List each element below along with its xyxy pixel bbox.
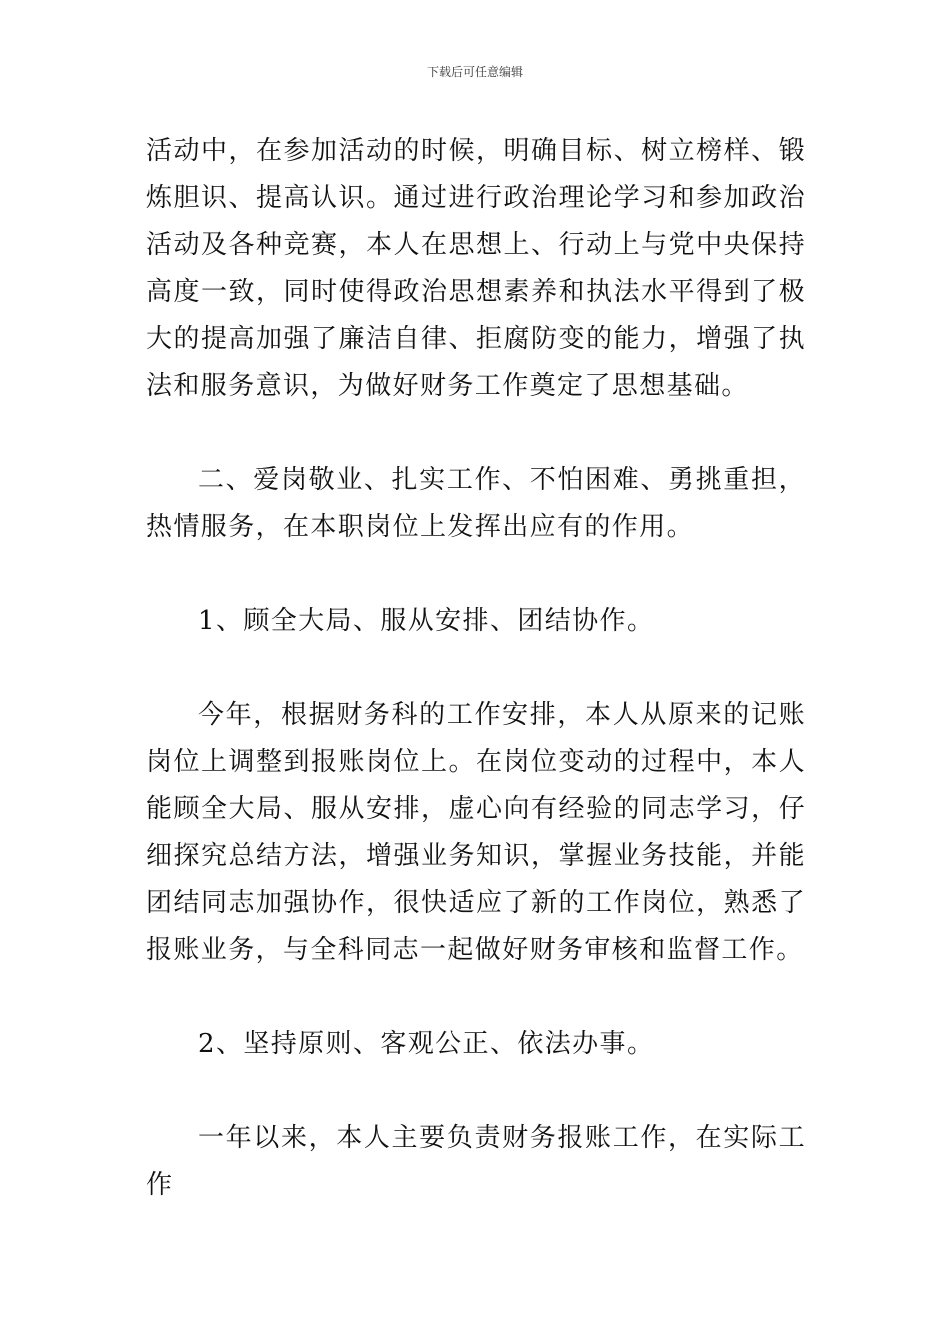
subheading-one: 1、顾全大局、服从安排、团结协作。	[198, 606, 655, 636]
section-heading-two: 二、爱岗敬业、扎实工作、不怕困难、勇挑重担，热情服务，在本职岗位上发挥出应有的作用。	[146, 465, 806, 542]
paragraph-reimbursement: 一年以来，本人主要负责财务报账工作，在实际工作	[146, 1123, 806, 1200]
subheading-two: 2、坚持原则、客观公正、依法办事。	[198, 1029, 655, 1059]
paragraph-job-change: 今年，根据财务科的工作安排，本人从原来的记账岗位上调整到报账岗位上。在岗位变动的过程中，本人能顾全大局、服从安排，虚心向有经验的同志学习，仔细探究总结方法，增强业务知识，掌握业务技能，并能团结同志加强协作，很快适应了新的工作岗位，熟悉了报账业务，与全科同志一起做好财务审核和监督工作。	[146, 700, 806, 965]
document-body	[146, 128, 806, 1209]
paragraph-continuation: 活动中，在参加活动的时候，明确目标、树立榜样、锻炼胆识、提高认识。通过进行政治理论学习和参加政治活动及各种竞赛，本人在思想上、行动上与党中央保持高度一致，同时使得政治思想素养和执法水平得到了极大的提高加强了廉洁自律、拒腐防变的能力，增强了执法和服务意识，为做好财务工作奠定了思想基础。	[146, 136, 806, 401]
page-header: 下载后可任意编辑	[426, 65, 523, 79]
